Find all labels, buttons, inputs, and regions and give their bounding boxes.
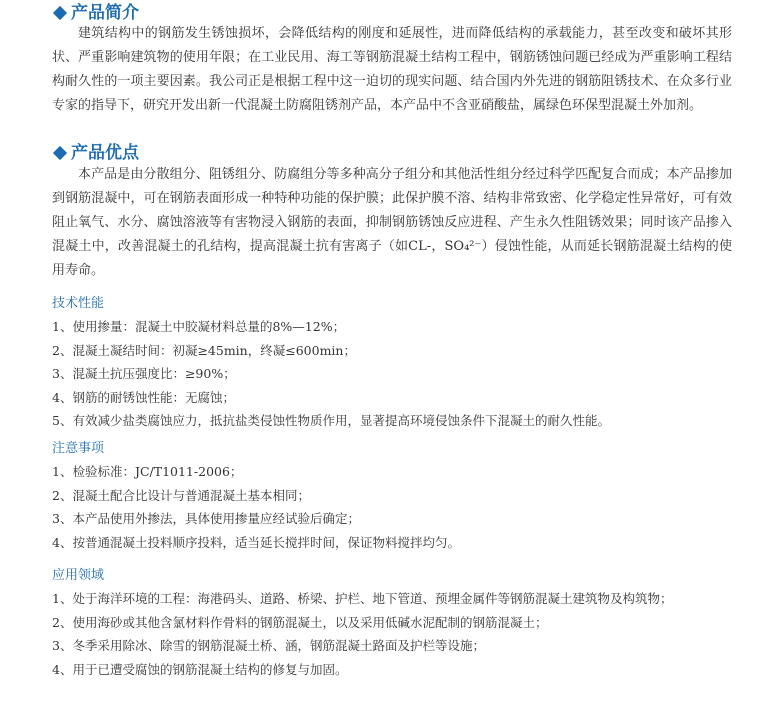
advantages-paragraph: 本产品是由分散组分、阻锈组分、防腐组分等多种高分子组分和其他活性组分经过科学匹配复合而成；本产品掺加到钢筋混凝中，可在钢筋表面形成一种特种功能的保护膜；此保护膜不溶、结构非常致密、化学稳定性异常好，可有效阻止氧气、水分、腐蚀溶液等有害物浸入钢筋的表面，抑制钢筋锈蚀反应进程、产生永久性阻锈效果；同时该产品掺入混凝土中，改善混凝土的孔结构，提高混凝土抗有害离子（如CL-，SO₄²⁻）侵蚀性能，从而延长钢筋混凝土结构的使用寿命。 (52, 167, 732, 278)
list-item: 5、有效减少盐类腐蚀应力，抵抗盐类侵蚀性物质作用，显著提高环境侵蚀条件下混凝土的耐久性能。 (52, 413, 610, 428)
applications-heading: 应用领域 (52, 568, 105, 583)
notes-list (52, 460, 752, 554)
advantages-heading-text: 产品优点 (71, 143, 139, 163)
list-item: 4、用于已遭受腐蚀的钢筋混凝土结构的修复与加固。 (52, 661, 348, 677)
list-item: 4、钢筋的耐锈蚀性能：无腐蚀； (52, 389, 235, 405)
applications-list (52, 587, 752, 681)
intro-heading (52, 2, 139, 24)
diamond-bullet-icon (53, 6, 67, 20)
list-item: 3、本产品使用外掺法，具体使用掺量应经试验后确定； (52, 511, 360, 526)
list-item: 4、按普通混凝土投料顺序投料，适当延长搅拌时间，保证物料搅拌均匀。 (52, 534, 460, 550)
list-item: 2、混凝土凝结时间：初凝≥45min，终凝≤600min； (52, 342, 356, 358)
notes-heading: 注意事项 (52, 441, 105, 456)
list-item: 2、使用海砂或其他含氯材料作骨料的钢筋混凝土，以及采用低碱水泥配制的钢筋混凝土； (52, 614, 548, 630)
list-item: 1、使用掺量：混凝土中胶凝材料总量的8%—12%； (52, 319, 346, 334)
diamond-bullet-icon (53, 146, 67, 160)
intro-paragraph: 建筑结构中的钢筋发生锈蚀损坏，会降低结构的刚度和延展性，进而降低结构的承载能力，甚至改变和破坏其形状、严重影响建筑物的使用年限；在工业民用、海工等钢筋混凝土结构工程中，钢筋锈蚀问题已经成为严重影响工程结构耐久性的一项主要因素。我公司正是根据工程中这一迫切的现实问题、结合国内外先进的钢筋阻锈技术、在众多行业专家的指导下，研究开发出新一代混凝土防腐阻锈剂产品，本产品中不含亚硝酸盐，属绿色环保型混凝土外加剂。 (52, 26, 732, 113)
advantages-heading (52, 142, 139, 164)
list-item: 3、冬季采用除冰、除雪的钢筋混凝土桥、涵，钢筋混凝土路面及护栏等设施； (52, 638, 485, 653)
list-item: 3、混凝土抗压强度比：≥90%； (52, 366, 236, 381)
intro-heading-text: 产品简介 (71, 3, 139, 23)
tech-list (52, 315, 752, 433)
list-item: 1、检验标准：JC/T1011-2006； (52, 464, 243, 479)
list-item: 2、混凝土配合比设计与普通混凝土基本相同； (52, 487, 310, 503)
tech-heading: 技术性能 (52, 296, 105, 311)
list-item: 1、处于海洋环境的工程：海港码头、道路、桥梁、护栏、地下管道、预埋金属件等钢筋混凝土建筑物及构筑物； (52, 591, 673, 606)
